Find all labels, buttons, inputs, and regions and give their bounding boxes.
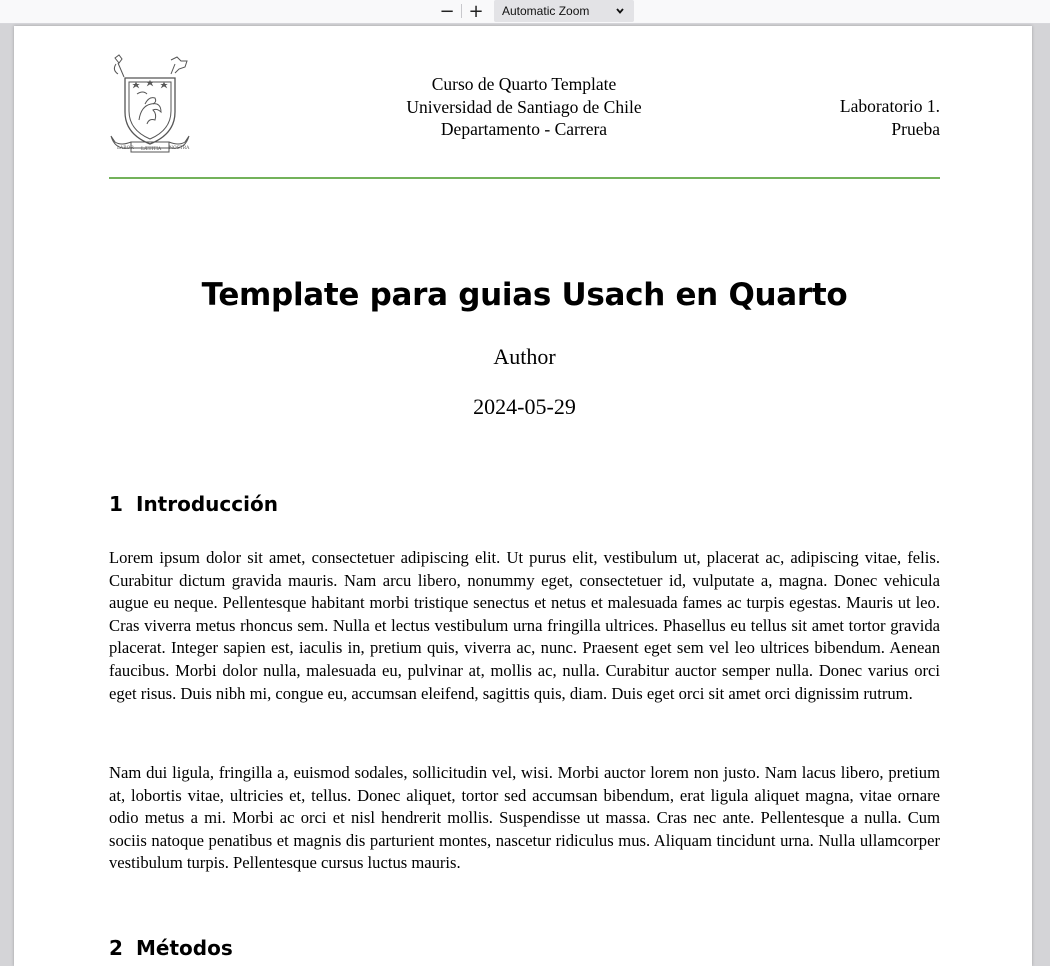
university-name: Universidad de Santiago de Chile xyxy=(406,96,642,117)
section-title: Métodos xyxy=(136,936,233,960)
pdf-toolbar xyxy=(0,0,1050,24)
zoom-select-value: Automatic Zoom xyxy=(502,4,590,18)
section-number: 2 xyxy=(109,936,123,960)
section-number: 1 xyxy=(109,492,123,516)
document-title: Template para guias Usach en Quarto xyxy=(201,277,848,313)
zoom-select[interactable] xyxy=(494,0,634,22)
paragraph: Lorem ipsum dolor sit amet, consectetuer adipiscing elit. Ut purus elit, vestibulum ut, placerat ac, adipiscing vitae, felis. Curabitur dictum gravida mauris. Nam arcu libero, nonummy eget, consectetuer id, vulputate a, magna. Donec vehicula augue eu neque. Pellentesque habitant morbi tristique senectus et netus et malesuada fames ac turpis egestas. Mauris ut leo. Cras viverra metus rhoncus sem. Nulla et lectus vestibulum urna fringilla ultrices. Phasellus eu tellus sit amet tortor gravida placerat. Integer sapien est, iaculis in, pretium quis, viverra ac, nunc. Praesent eget sem vel leo ultrices bibendum. Aenean faucibus. Morbi dolor nulla, malesuada eu, pulvinar at, mollis ac, nulla. Curabitur auctor semper nulla. Donec varius orci eget risus. Duis nibh mi, congue eu, accumsan eleifend, sagittis quis, diam. Duis eget orci sit amet orci dignissim rutrum. xyxy=(109,548,940,703)
header-center-block xyxy=(324,73,724,141)
lab-subtitle: Prueba xyxy=(891,118,940,139)
crest-motto-3: NOSTRA xyxy=(169,146,190,151)
header-rule xyxy=(109,177,940,179)
section-title: Introducción xyxy=(136,492,278,516)
crest-motto-1: LABOR xyxy=(117,146,134,151)
toolbar-separator xyxy=(461,4,462,18)
section-heading xyxy=(109,492,278,516)
section-heading xyxy=(109,936,233,960)
paragraph: Nam dui ligula, fringilla a, euismod sodales, sollicitudin vel, wisi. Morbi auctor lorem non justo. Nam lacus libero, pretium at, lobortis vitae, ultricies et, tellus. Donec aliquet, tortor sed accumsan bibendum, erat ligula aliquet magna, vitae ornare odio metus a mi. Morbi ac orci et nisl hendrerit mollis. Suspendisse ut massa. Cras nec ante. Pellentesque a nulla. Cum sociis natoque penatibus et magnis dis parturient montes, nascetur ridiculus mus. Aliquam tincidunt urna. Nulla ullamcorper vestibulum turpis. Pellentesque cursus luctus mauris. xyxy=(109,763,940,873)
pdf-page xyxy=(14,26,1032,966)
university-crest-logo xyxy=(109,54,191,158)
department-name: Departamento - Carrera xyxy=(440,119,608,139)
header-right-block xyxy=(740,95,940,140)
chevron-down-icon xyxy=(616,7,624,15)
document-author: Author xyxy=(493,344,556,369)
zoom-out-button[interactable]: − xyxy=(439,0,455,22)
lab-label: Laboratorio 1. xyxy=(839,96,940,116)
document-date: 2024-05-29 xyxy=(473,394,576,419)
crest-motto-2: LÆTITIA xyxy=(141,147,162,152)
course-name: Curso de Quarto Template xyxy=(431,74,617,94)
zoom-in-button[interactable]: + xyxy=(468,0,484,22)
